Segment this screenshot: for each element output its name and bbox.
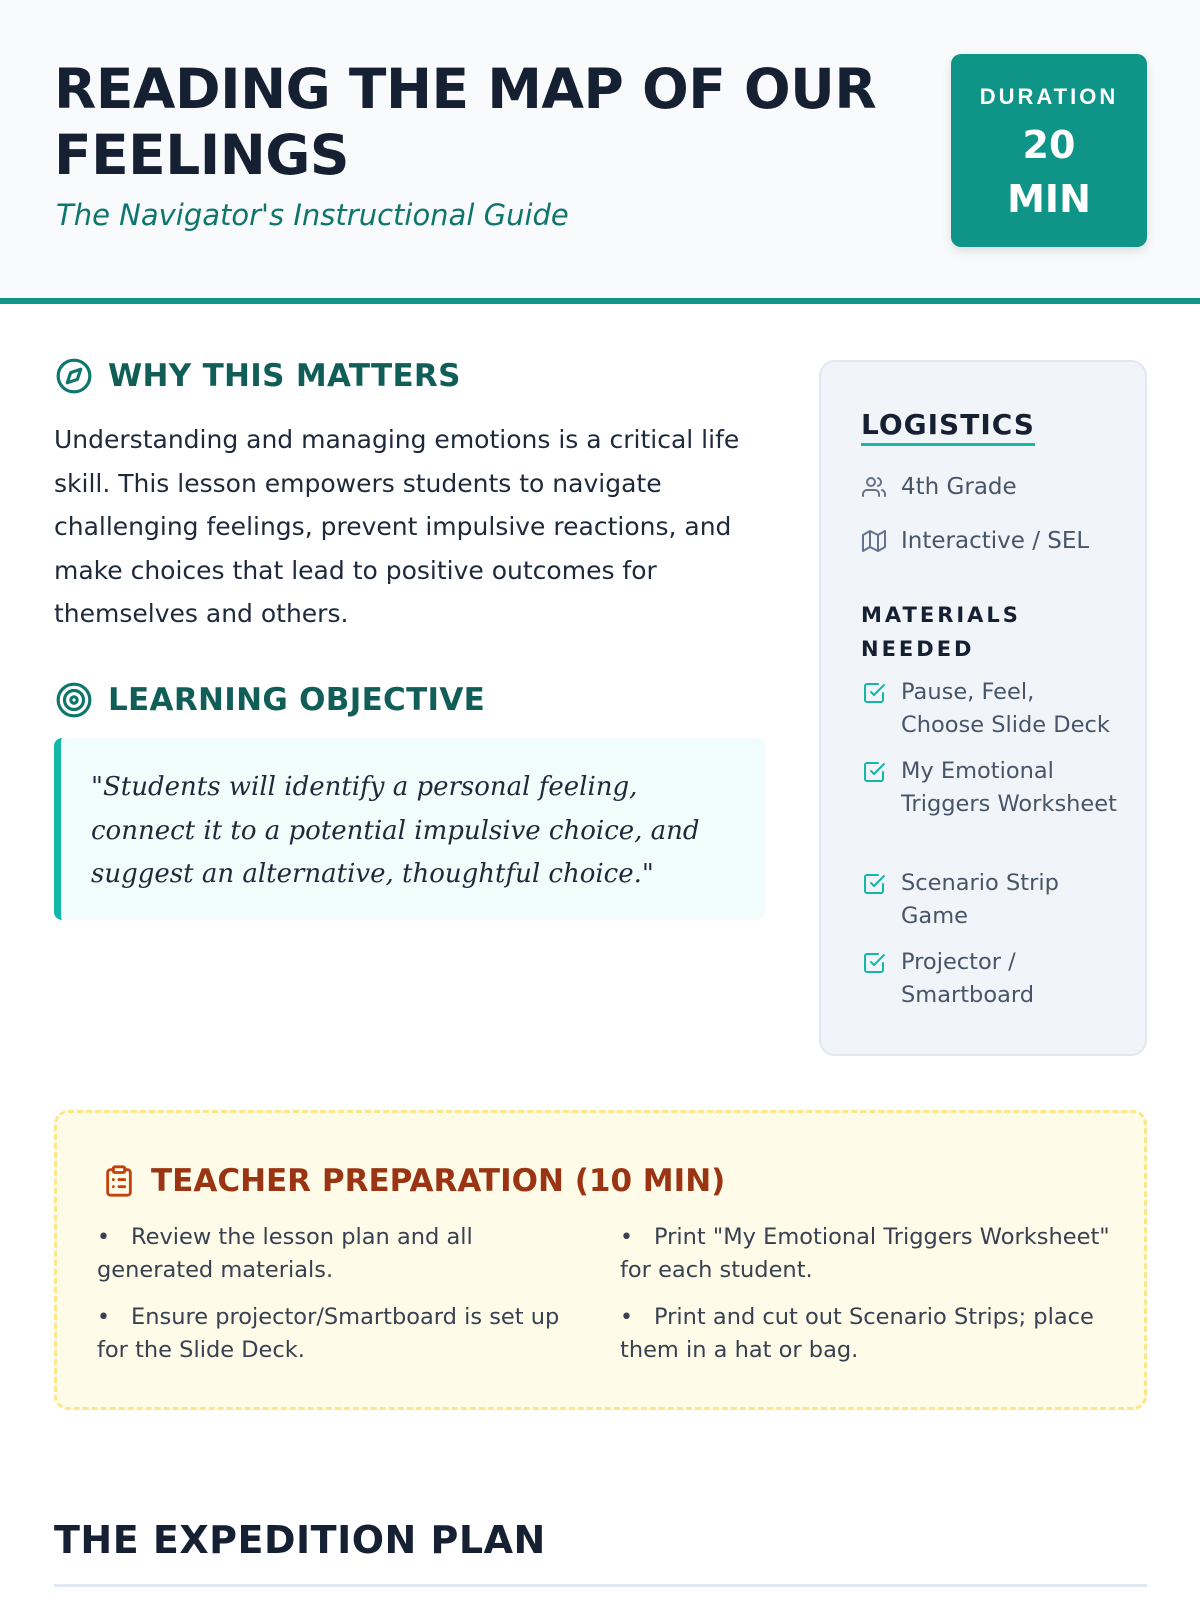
prep-item (97, 1221, 577, 1287)
duration-label: DURATION (979, 84, 1119, 109)
why-heading (54, 356, 461, 396)
material-item (861, 867, 1121, 933)
page-subtitle: The Navigator's Instructional Guide (56, 198, 569, 232)
material-item (861, 676, 1121, 742)
prep-item (97, 1301, 577, 1367)
bullet-dot: • (620, 1225, 633, 1250)
map-icon (861, 528, 887, 554)
section-divider (54, 1584, 1147, 1587)
teacher-prep-box (54, 1110, 1147, 1410)
bullet-dot: • (620, 1305, 633, 1330)
logistics-card (819, 360, 1147, 1056)
logistics-title: LOGISTICS (861, 408, 1035, 446)
format-text: Interactive / SEL (901, 528, 1090, 554)
prep-item (620, 1221, 1110, 1287)
users-icon (861, 474, 887, 500)
material-item (861, 755, 1121, 821)
check-square-icon (861, 676, 887, 709)
duration-number: 20 (1022, 123, 1076, 167)
clipboard-icon (101, 1161, 137, 1201)
grade-text: 4th Grade (901, 474, 1017, 500)
objective-heading (54, 680, 485, 720)
duration-value (951, 118, 1147, 226)
prep-item-text: Print and cut out Scenario Strips; place them in a hat or bag. (620, 1304, 1094, 1363)
prep-heading-text: TEACHER PREPARATION (10 MIN) (151, 1163, 726, 1199)
expedition-heading: THE EXPEDITION PLAN (54, 1518, 546, 1562)
grade-item (861, 474, 1017, 500)
duration-unit: MIN (1007, 177, 1091, 221)
why-heading-text: WHY THIS MATTERS (108, 358, 461, 394)
material-text: Pause, Feel, Choose Slide Deck (901, 679, 1110, 738)
bullet-dot: • (97, 1305, 110, 1330)
prep-heading (101, 1161, 725, 1201)
material-text: Scenario Strip Game (901, 870, 1059, 929)
prep-item-text: Review the lesson plan and all generated materials. (97, 1224, 473, 1283)
material-text: My Emotional Triggers Worksheet (901, 758, 1117, 817)
objective-quote: "Students will identify a personal feeling, connect it to a potential impulsive choice, and suggest an alternative, thoughtful choice." (54, 738, 765, 920)
page-header (0, 0, 1200, 304)
duration-badge (951, 54, 1147, 247)
check-square-icon (861, 755, 887, 788)
bullet-dot: • (97, 1225, 110, 1250)
check-square-icon (861, 867, 887, 900)
why-body: Understanding and managing emotions is a critical life skill. This lesson empowers students to navigate challenging feelings, prevent impulsive reactions, and make choices that lead to positive outcomes for themselves and others. (54, 425, 740, 628)
format-item (861, 528, 1089, 554)
objective-heading-text: LEARNING OBJECTIVE (108, 682, 486, 718)
material-item (861, 946, 1121, 1012)
prep-item-text: Print "My Emotional Triggers Worksheet" for each student. (620, 1224, 1110, 1283)
material-text: Projector / Smartboard (901, 949, 1035, 1008)
materials-title: MATERIALS NEEDED (861, 603, 1021, 661)
compass-icon (54, 356, 94, 396)
prep-item-text: Ensure projector/Smartboard is set up for the Slide Deck. (97, 1304, 560, 1363)
prep-item (620, 1301, 1110, 1367)
check-square-icon (861, 946, 887, 979)
target-icon (54, 680, 94, 720)
page-title: READING THE MAP OF OUR FEELINGS (54, 57, 877, 187)
